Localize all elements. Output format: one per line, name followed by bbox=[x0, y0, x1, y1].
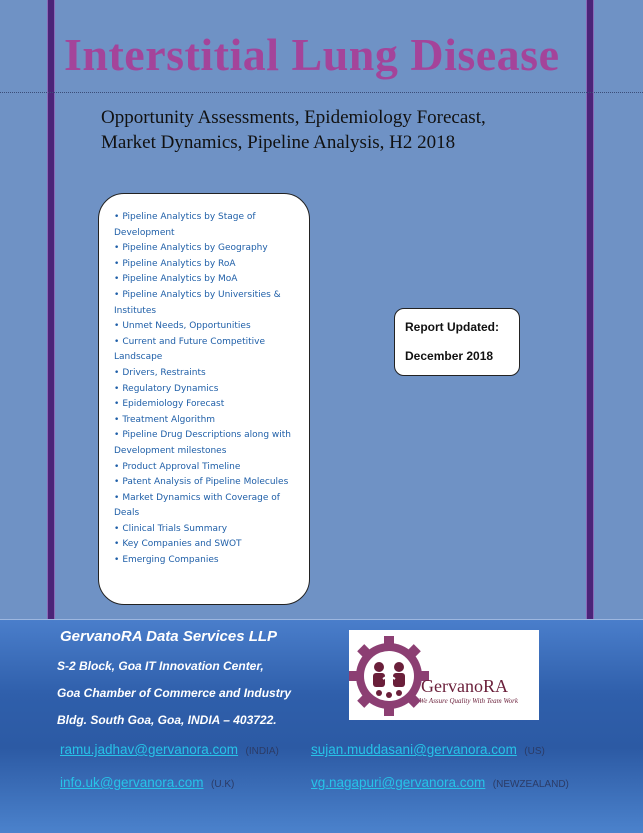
address-line: Bldg. South Goa, Goa, INDIA – 403722. bbox=[57, 713, 277, 727]
contents-item-continued: Development bbox=[114, 227, 175, 238]
email-link[interactable]: vg.nagapuri@gervanora.com bbox=[311, 775, 486, 790]
contact-newzealand bbox=[311, 774, 569, 792]
contents-box bbox=[98, 193, 310, 605]
report-updated-date: December 2018 bbox=[405, 349, 494, 363]
contents-item: • Clinical Trials Summary bbox=[114, 522, 301, 538]
contents-item: • Patent Analysis of Pipeline Molecules bbox=[114, 475, 301, 491]
subtitle-line: Market Dynamics, Pipeline Analysis, H2 2018 bbox=[101, 132, 456, 153]
contents-item: • Pipeline Analytics by Universities & bbox=[114, 288, 301, 304]
contents-item: • Drivers, Restraints bbox=[114, 366, 301, 382]
gear-people-logo-icon bbox=[349, 630, 429, 720]
contents-item: • Emerging Companies bbox=[114, 553, 301, 569]
contents-item-continued: Deals bbox=[114, 508, 140, 519]
logo-wordmark: GervanoRA bbox=[421, 676, 508, 696]
logo-tagline: We Assure Quality With Team Work bbox=[419, 697, 518, 705]
contact-india bbox=[60, 741, 279, 759]
email-link[interactable]: sujan.muddasani@gervanora.com bbox=[311, 742, 517, 757]
region-label: (INDIA) bbox=[245, 746, 279, 757]
contents-item: • Current and Future Competitive bbox=[114, 335, 301, 351]
company-name: GervanoRA Data Services LLP bbox=[60, 628, 278, 645]
report-title: Interstitial Lung Disease bbox=[64, 29, 560, 80]
contact-uk bbox=[60, 774, 234, 792]
contents-item: • Epidemiology Forecast bbox=[114, 397, 301, 413]
contents-item: • Market Dynamics with Coverage of bbox=[114, 491, 301, 507]
region-label: (NEWZEALAND) bbox=[492, 779, 569, 790]
address-line: Goa Chamber of Commerce and Industry bbox=[57, 686, 292, 700]
contents-item: • Regulatory Dynamics bbox=[114, 382, 301, 398]
contents-item-continued: Development milestones bbox=[114, 445, 227, 456]
contents-item: • Key Companies and SWOT bbox=[114, 537, 301, 553]
contents-item: • Product Approval Timeline bbox=[114, 460, 301, 476]
contents-item: • Pipeline Analytics by RoA bbox=[114, 257, 301, 273]
contents-item-continued: Institutes bbox=[114, 305, 157, 316]
contents-item: • Treatment Algorithm bbox=[114, 413, 301, 429]
title-divider bbox=[0, 92, 643, 93]
contents-item: • Pipeline Drug Descriptions along with bbox=[114, 428, 301, 444]
report-updated-label: Report Updated: bbox=[405, 320, 499, 334]
report-updated-box bbox=[394, 308, 520, 376]
email-link[interactable]: info.uk@gervanora.com bbox=[60, 775, 204, 790]
contents-item: • Pipeline Analytics by Stage of bbox=[114, 210, 301, 226]
contact-us bbox=[311, 741, 545, 759]
email-link[interactable]: ramu.jadhav@gervanora.com bbox=[60, 742, 239, 757]
contents-item: • Pipeline Analytics by Geography bbox=[114, 241, 301, 257]
contents-item-continued: Landscape bbox=[114, 352, 163, 363]
subtitle-line: Opportunity Assessments, Epidemiology Forecast, bbox=[101, 107, 486, 128]
address-line: S-2 Block, Goa IT Innovation Center, bbox=[57, 659, 264, 673]
report-subtitle bbox=[101, 105, 571, 155]
contents-item: • Pipeline Analytics by MoA bbox=[114, 272, 301, 288]
company-logo bbox=[349, 630, 539, 720]
contents-item: • Unmet Needs, Opportunities bbox=[114, 319, 301, 335]
region-label: (U.K) bbox=[210, 779, 235, 790]
region-label: (US) bbox=[524, 746, 545, 757]
contents-list bbox=[99, 194, 309, 569]
